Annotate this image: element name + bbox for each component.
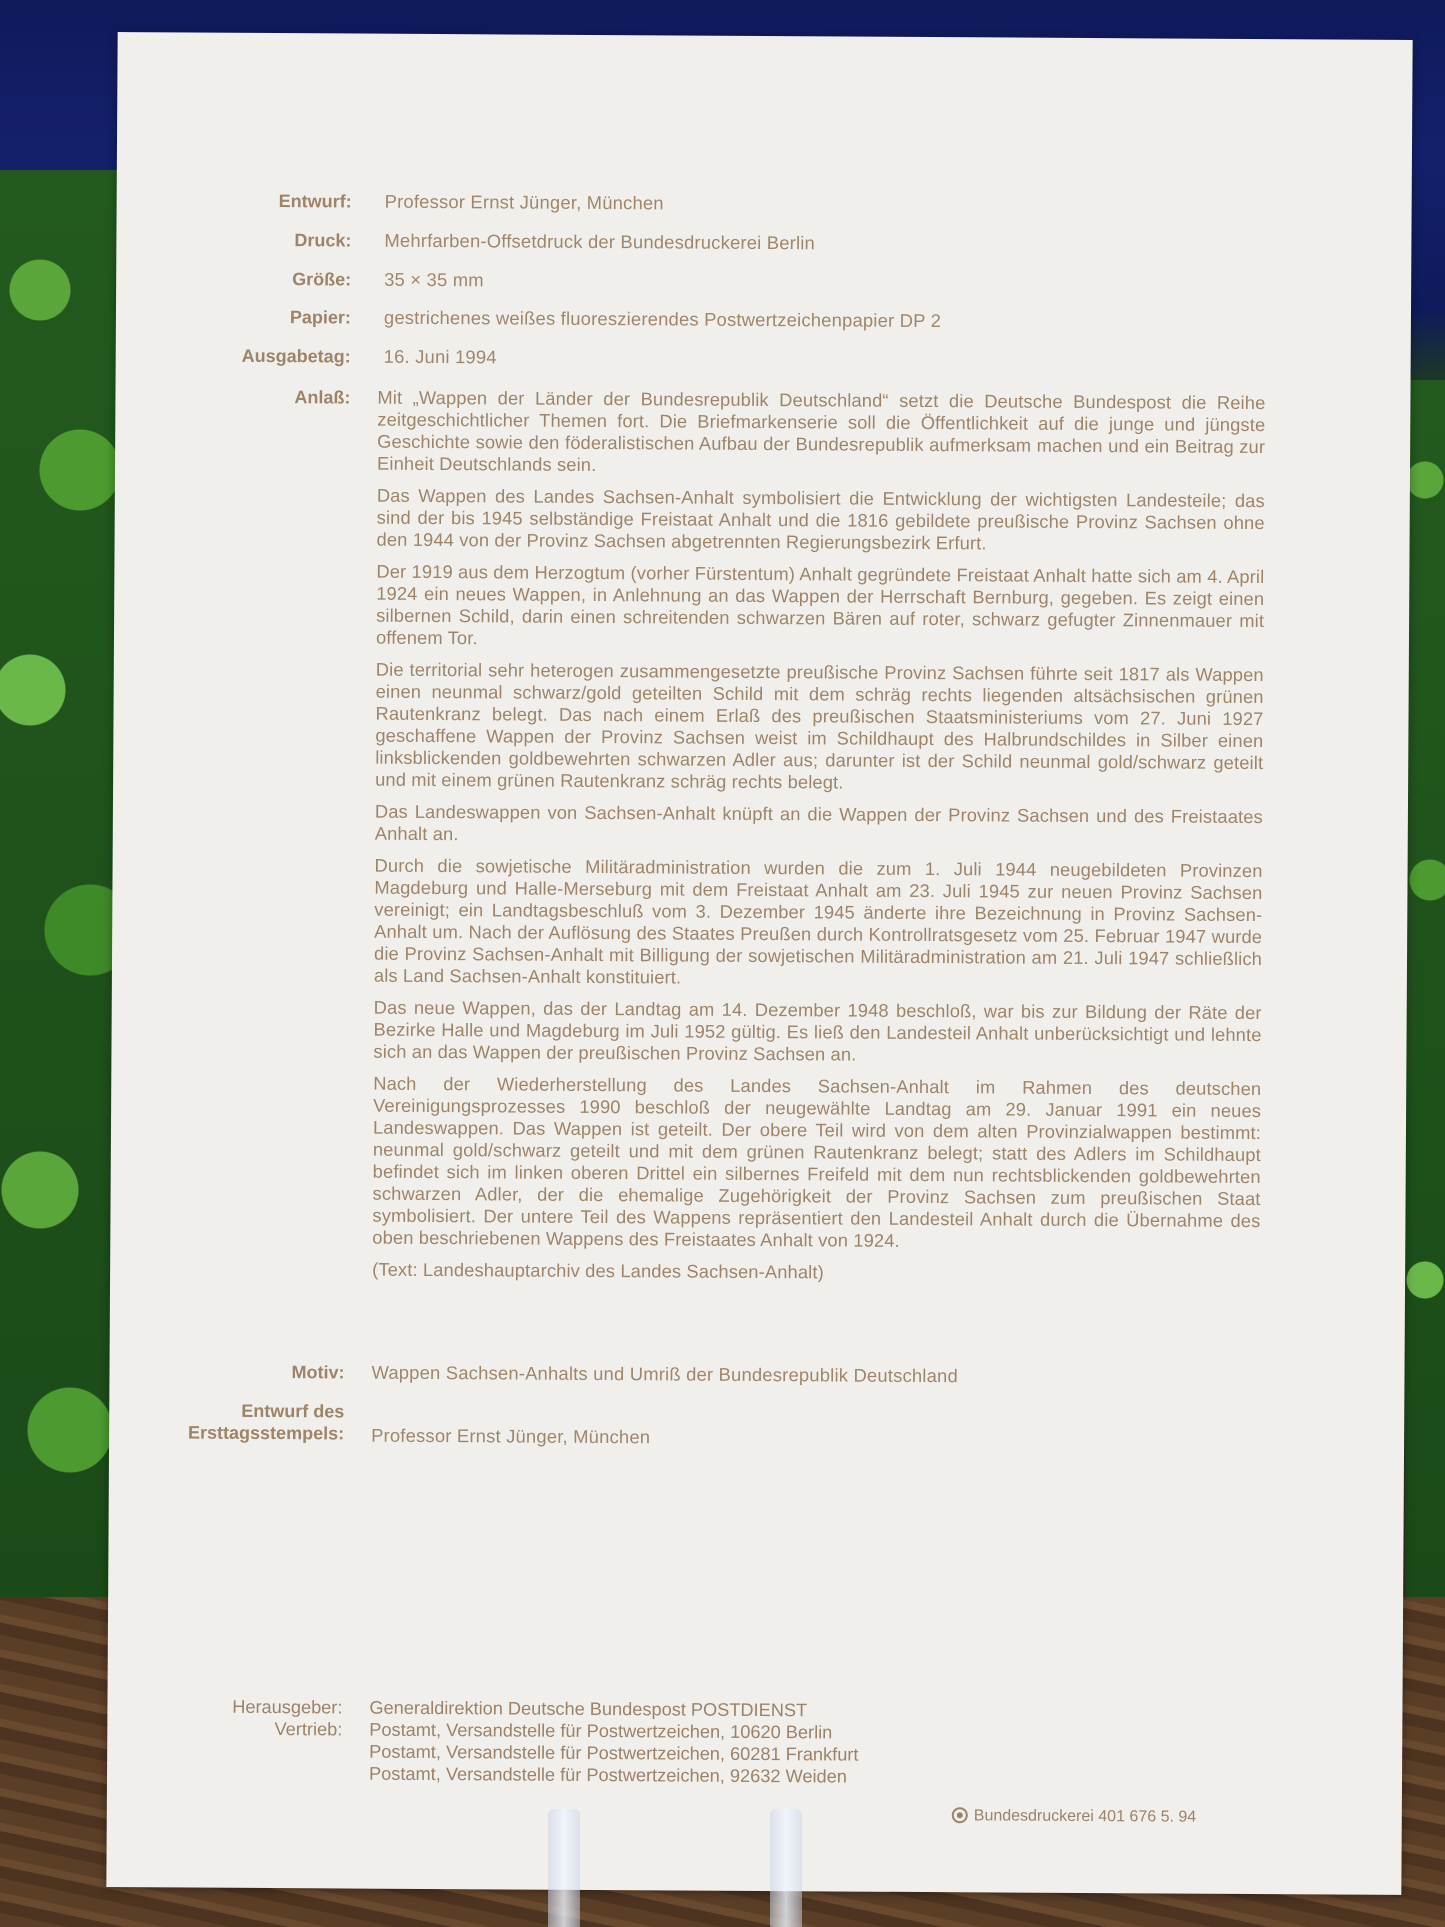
anlass-paragraph: Das Wappen des Landes Sachsen-Anhalt symbolisiert die Entwicklung der wichtigsten Landesteile; das sind der bis 1945 selbständige Freistaat Anhalt und die 1816 gebildete preußische Provinz Sachsen ohne den 1944 von der Provinz Sachsen abgetrennten Regierungsbezirk Erfurt. xyxy=(376,484,1265,554)
detail-label: Entwurf: xyxy=(278,191,352,212)
motiv-value: Wappen Sachsen-Anhalts und Umriß der Bundesrepublik Deutschland xyxy=(371,1361,958,1387)
anlass-paragraph: Der 1919 aus dem Herzogtum (vorher Fürstentum) Anhalt gegründete Freistaat Anhalt hatte sich am 4. April 1924 ein neues Wappen, in Anlehnung an das Wappen der Herrschaft Bernburg, gegeben. Es zeigt einen silbernen Schild, darin einen schreitenden schwarzen Bären auf roter, schwarz gefugter Zinnenmauer mit offenem Tor. xyxy=(375,560,1265,649)
anlass-paragraph: Mit „Wappen der Länder der Bundesrepublik Deutschland“ setzt die Deutsche Bundespost die Reihe zeitgeschichtlicher Themen fort. Die Briefmarkenserie soll die Öffentlichkeit auf die junge und jüngste Geschichte sowie den föderalistischen Aufbau der Bundesrepublik aufmerksam machen und ein Beitrag zur Einheit Deutschlands sein. xyxy=(376,386,1266,475)
printer-imprint-text: Bundesdruckerei 401 676 5. 94 xyxy=(973,1807,1197,1826)
anlass-text xyxy=(372,387,1266,1296)
footer-addresses xyxy=(369,1697,1070,1789)
document-sheet xyxy=(106,32,1412,1895)
detail-label: Papier: xyxy=(289,307,351,328)
printer-imprint xyxy=(952,1807,1196,1826)
anlass-paragraph: Nach der Wiederherstellung des Landes Sachsen-Anhalt im Rahmen des deutschen Vereinigungsprozesses 1990 beschloß der neugewählte Landtag am 29. Januar 1991 ein neues Landeswappen. Das Wappen ist geteilt. Der obere Teil wird von dem alten Provinzialwappen bestimmt: neunmal gold/schwarz geteilt und mit dem grünen Rautenkranz belegt; statt des Adlers im Schildhaupt befindet sich im linken oberen Drittel ein silbernes Freifeld mit dem nun rechtsblickenden goldbewehrten schwarzen Adler, der die ehemalige Zugehörigkeit der Provinz Sachsen zum preußischen Staat symbolisiert. Der untere Teil des Wappens repräsentiert den Landesteil Anhalt durch die Übernahme des oben beschriebenen Wappens des Freistaates Anhalt von 1924. xyxy=(372,1072,1262,1251)
detail-value: 16. Juni 1994 xyxy=(383,345,497,368)
footer-line: Generaldirektion Deutsche Bundespost POSTDIENST xyxy=(369,1697,808,1721)
herausgeber-label: Herausgeber: xyxy=(232,1696,343,1718)
anlass-paragraph: Die territorial sehr heterogen zusammengesetzte preußische Provinz Sachsen führte seit 1817 als Wappen einen neunmal schwarz/gold geteilten Schild mit dem schräg rechts liegenden altsächsischen grünen Rautenkranz belegt. Das nach einem Erlaß des preußischen Staatsministeriums vom 27. Juni 1927 geschaffene Wappen der Provinz Sachsen weist im Schildhaupt des Halbrundschildes in Silber einen linksblickenden goldbewehrten schwarzen Adler aus; darunter ist der Schild neunmal gold/schwarz geteilt und mit einem grünen Rautenkranz schräg rechts belegt. xyxy=(375,658,1264,793)
footer-line: Postamt, Versandstelle für Postwertzeichen, 10620 Berlin xyxy=(369,1719,833,1743)
vertrieb-label: Vertrieb: xyxy=(274,1719,343,1740)
detail-label: Ausgabetag: xyxy=(241,345,351,367)
anlass-paragraph: Das Landeswappen von Sachsen-Anhalt knüpft an die Wappen der Provinz Sachsen und des Freistaates Anhalt an. xyxy=(374,800,1263,845)
plant-foliage-right xyxy=(1405,380,1445,1610)
detail-value: 35 × 35 mm xyxy=(384,268,484,291)
footer-labels xyxy=(107,1695,342,1740)
anlass-paragraph: Durch die sowjetische Militäradministration wurden die zum 1. Juli 1944 neugebildeten Provinzen Magdeburg und Halle-Merseburg mit dem Freistaat Anhalt am 23. Juli 1945 zur neuen Provinz Sachsen vereinigt; ein Landtagsbeschluß vom 3. Dezember 1945 änderte ihre Bezeichnung in Provinz Sachsen-Anhalt um. Nach der Auflösung des Staates Preußen durch Kontrollratsgesetz vom 25. Februar 1947 wurde die Provinz Sachsen-Anhalt mit Billigung der sowjetischen Militäradministration am 21. Juli 1947 schließlich als Land Sachsen-Anhalt konstituiert. xyxy=(373,854,1263,988)
detail-value: Mehrfarben-Offsetdruck der Bundesdruckerei Berlin xyxy=(384,229,816,254)
anlass-source-note: (Text: Landeshauptarchiv des Landes Sachsen-Anhalt) xyxy=(372,1258,824,1283)
motiv-label: Motiv: xyxy=(291,1362,345,1383)
anlass-label: Anlaß: xyxy=(294,387,351,408)
detail-label: Größe: xyxy=(292,269,352,290)
detail-value: Professor Ernst Jünger, München xyxy=(384,190,664,214)
anlass-paragraph: Das neue Wappen, das der Landtag am 14. Dezember 1948 beschloß, war bis zur Bildung der Räte der Bezirke Halle und Magdeburg im Juli 1952 gültig. Es ließ den Landesteil Anhalt unberücksichtigt und lehnte sich an das Wappen der preußischen Provinz Sachsen an. xyxy=(373,996,1262,1065)
bundesdruckerei-logo-icon xyxy=(952,1807,968,1823)
display-stand-left-leg xyxy=(548,1809,580,1927)
stempel-label-line2: Ersttagsstempels: xyxy=(188,1422,345,1444)
display-stand-right-leg xyxy=(770,1809,802,1927)
detail-label: Druck: xyxy=(294,230,352,251)
detail-value: gestrichenes weißes fluoreszierendes Postwertzeichenpapier DP 2 xyxy=(383,306,942,332)
stempel-value: Professor Ernst Jünger, München xyxy=(371,1424,651,1448)
stempel-label-line1: Entwurf des xyxy=(241,1400,345,1422)
footer-line: Postamt, Versandstelle für Postwertzeichen, 92632 Weiden xyxy=(368,1763,847,1787)
footer-line: Postamt, Versandstelle für Postwertzeichen, 60281 Frankfurt xyxy=(369,1741,859,1765)
